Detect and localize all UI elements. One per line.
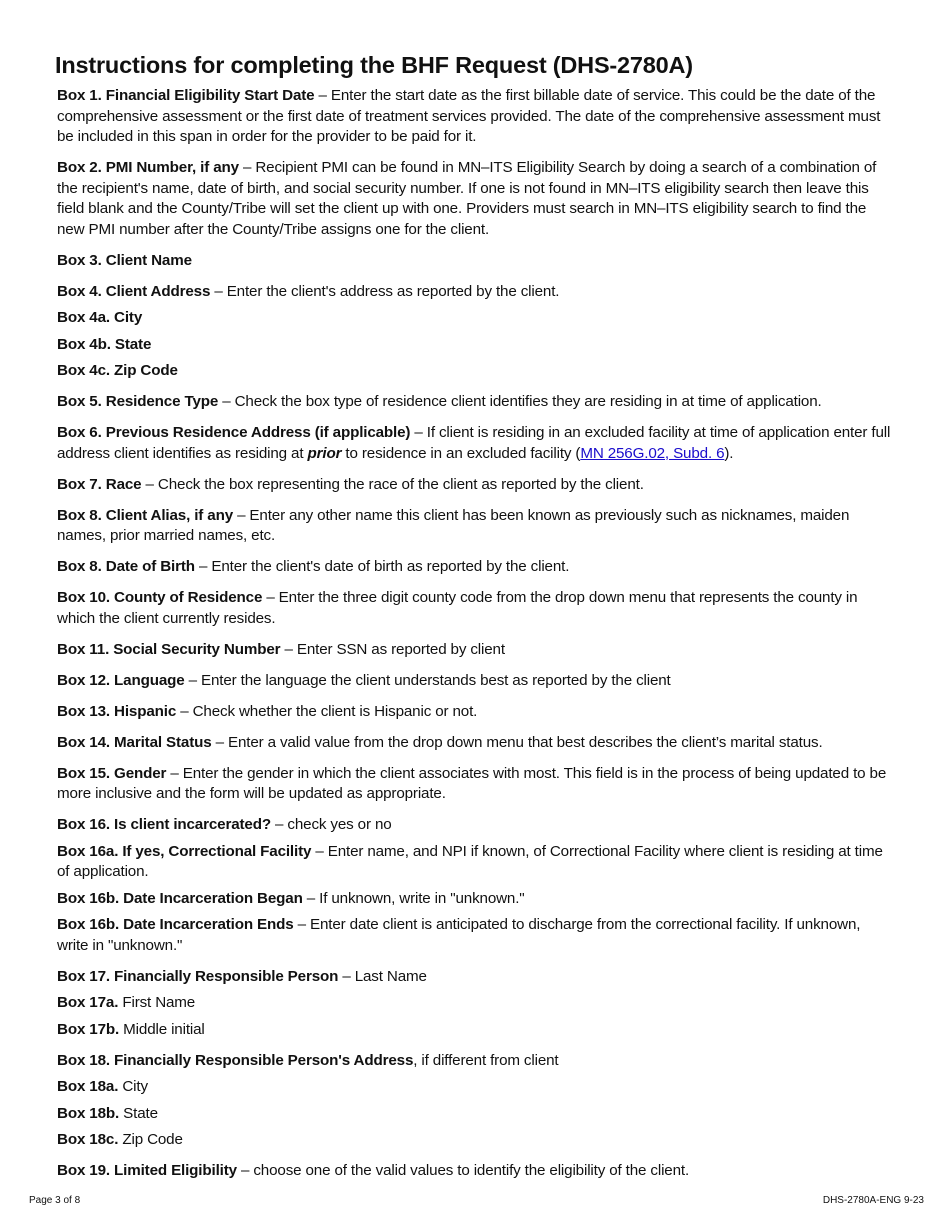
entry-text: Middle initial	[119, 1020, 205, 1038]
entry-text: – check yes or no	[270, 816, 392, 833]
entry-box-17a	[57, 993, 895, 1014]
entry-label: Box 14. Marital Status	[57, 733, 212, 751]
entry-box-5	[57, 392, 895, 413]
entry-text: – Enter a valid value from the drop down menu that best describes the client’s marital status.	[211, 733, 823, 751]
entry-text: First Name	[118, 994, 196, 1011]
page-title: Instructions for completing the BHF Request (DHS-2780A)	[55, 52, 693, 78]
entry-label: Box 16b. Date Incarceration Ends	[57, 916, 294, 933]
entry-label: Box 4c. Zip Code	[57, 362, 178, 379]
entry-box-2	[57, 158, 895, 240]
entry-text: – Check the box representing the race of the client as reported by the client.	[141, 475, 644, 493]
entry-text: State	[119, 1104, 158, 1122]
entry-text: – Enter name, and NPI if known, of Correctional Facility where client is residing at time of application.	[57, 842, 883, 880]
entry-box-4b	[57, 335, 895, 356]
entry-box-19	[57, 1161, 895, 1182]
entry-text: – Enter the client's address as reported by the client.	[210, 282, 560, 300]
entry-label: Box 3. Client Name	[57, 251, 192, 269]
statute-link[interactable]: MN 256G.02, Subd. 6	[580, 444, 725, 462]
entry-box-3	[57, 251, 895, 272]
entry-box-16b-began	[57, 889, 895, 910]
entry-box-4a	[57, 308, 895, 329]
entry-box-10	[57, 588, 895, 629]
entry-box-8-alias	[57, 506, 895, 547]
entry-label: Box 4b. State	[57, 335, 152, 353]
entry-box-8-dob	[57, 557, 895, 578]
entry-label: Box 17b.	[57, 1020, 120, 1038]
entry-text: Zip Code	[118, 1131, 183, 1148]
entry-box-18	[57, 1051, 895, 1072]
entry-box-17	[57, 967, 895, 988]
entry-text: , if different from client	[413, 1051, 559, 1069]
entry-box-1	[57, 86, 895, 148]
entry-label: Box 12. Language	[57, 671, 185, 689]
document-page	[57, 50, 895, 1182]
entry-text: – Enter the client's date of birth as reported by the client.	[194, 558, 570, 575]
entry-label: Box 16b. Date Incarceration Began	[57, 889, 303, 907]
entry-label: Box 17a.	[57, 994, 119, 1011]
entry-box-18a	[57, 1077, 895, 1098]
entry-label: Box 5. Residence Type	[57, 393, 219, 410]
entry-text: – Recipient PMI can be found in MN–ITS Eligibility Search by doing a search of a combination of the recipient's name, date of birth, and social security number. If one is not found in MN–ITS eligibility search then leave this field blank and the County/Tribe will set the client up with one. Providers must search in MN–ITS eligibility search to find the new PMI number after the County/Tribe assigns one for the client.	[57, 159, 877, 238]
entry-text: – If unknown, write in "unknown."	[302, 889, 525, 907]
entry-text: – Check the box type of residence client identifies they are residing in at time of application.	[218, 393, 822, 410]
entry-box-16a	[57, 842, 895, 883]
entry-text: – Enter date client is anticipated to discharge from the correctional facility. If unknown, write in "unknown."	[57, 916, 861, 954]
entry-text: – choose one of the valid values to identify the eligibility of the client.	[236, 1162, 690, 1179]
entry-box-18b	[57, 1104, 895, 1125]
entry-text: – Last Name	[338, 967, 427, 985]
entry-label: Box 13. Hispanic	[57, 702, 177, 720]
entry-label: Box 16. Is client incarcerated?	[57, 816, 271, 833]
entry-box-17b	[57, 1020, 895, 1041]
entry-label: Box 18. Financially Responsible Person's Address	[57, 1051, 414, 1069]
entry-text: – Enter SSN as reported by client	[280, 640, 505, 658]
entry-box-11	[57, 640, 895, 661]
entry-label: Box 8. Client Alias, if any	[57, 506, 233, 524]
entry-label: Box 1. Financial Eligibility Start Date	[57, 87, 315, 104]
entry-label: Box 7. Race	[57, 475, 142, 493]
entry-label: Box 6. Previous Residence Address (if applicable)	[57, 424, 411, 441]
entry-text: – If client is residing in an excluded facility at time of application enter full address client identifies as residing at	[57, 424, 891, 462]
entry-label: Box 19. Limited Eligibility	[57, 1162, 237, 1179]
entry-label: Box 4. Client Address	[57, 282, 211, 300]
entry-box-13	[57, 702, 895, 723]
entry-label: Box 17. Financially Responsible Person	[57, 967, 339, 985]
entry-label: Box 11. Social Security Number	[57, 640, 281, 658]
entry-label: Box 8. Date of Birth	[57, 558, 195, 575]
entry-text: – Enter the three digit county code from the drop down menu that represents the county in which the client currently resides.	[57, 589, 858, 627]
entry-text: – Enter any other name this client has been known as previously such as nicknames, maiden names, prior married names, etc.	[57, 506, 850, 544]
form-id: DHS-2780A-ENG 9-23	[822, 1195, 924, 1206]
entry-text: – Check whether the client is Hispanic or not.	[176, 702, 478, 720]
entry-box-15	[57, 764, 895, 805]
entry-box-7	[57, 475, 895, 496]
entry-label: Box 4a. City	[57, 309, 143, 326]
entry-text: to residence in an excluded facility (	[341, 444, 581, 462]
entry-text: – Enter the start date as the first billable date of service. This could be the date of the comprehensive assessment or the first date of treatment services provided. The date of the comprehensive assessment must be included in this span in order for the provider to be paid for it.	[57, 87, 881, 145]
entry-text: ).	[724, 444, 734, 462]
entry-label: Box 16a. If yes, Correctional Facility	[57, 842, 312, 860]
entry-label: Box 18a.	[57, 1078, 119, 1095]
entry-box-6	[57, 423, 895, 464]
entry-emphasis: prior	[307, 444, 342, 462]
entry-text: City	[118, 1078, 148, 1095]
entry-box-4c	[57, 361, 895, 382]
entry-box-12	[57, 671, 895, 692]
entry-label: Box 18c.	[57, 1131, 119, 1148]
entry-box-16	[57, 815, 895, 836]
entry-box-18c	[57, 1130, 895, 1151]
entry-label: Box 2. PMI Number, if any	[57, 159, 239, 176]
entry-text: – Enter the language the client understands best as reported by the client	[184, 671, 671, 689]
entry-label: Box 18b.	[57, 1104, 120, 1122]
entry-box-16b-ends	[57, 915, 895, 956]
entry-box-14	[57, 733, 895, 754]
entry-label: Box 15. Gender	[57, 764, 167, 782]
entry-text: – Enter the gender in which the client associates with most. This field is in the process of being updated to be more inclusive and the form will be updated as appropriate.	[57, 764, 887, 802]
entry-box-4	[57, 282, 895, 303]
page-number: Page 3 of 8	[29, 1195, 81, 1206]
entry-label: Box 10. County of Residence	[57, 589, 263, 606]
